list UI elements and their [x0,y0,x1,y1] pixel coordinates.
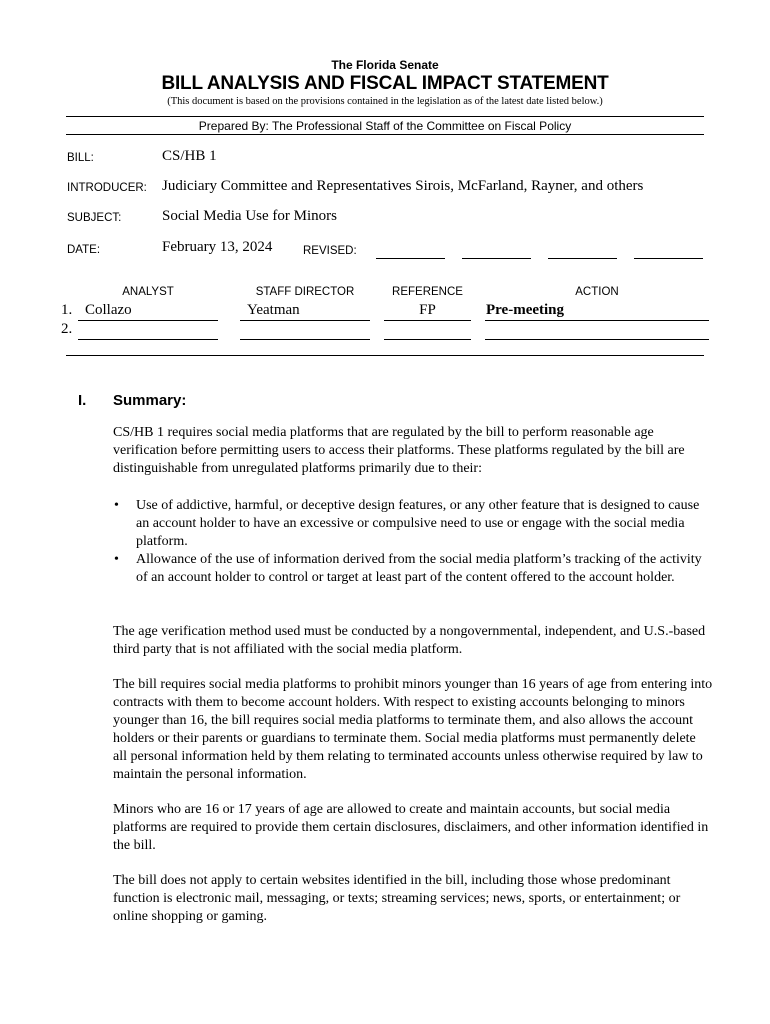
row2-reference-line [384,339,471,340]
subject-value: Social Media Use for Minors [162,208,337,224]
summary-paragraph-1: CS/HB 1 requires social media platforms that are regulated by the bill to perform reasonable age verification before permitting users to access their platforms. These platforms regulated by the bill are distinguishable from unregulated platforms primarily due to their: [113,425,685,476]
bill-label: BILL: [67,152,94,164]
bill-value: CS/HB 1 [162,148,217,164]
date-value: February 13, 2024 [162,239,273,255]
row1-action-line [485,320,709,321]
bullet-icon: • [114,552,119,567]
list-item: • Allowance of the use of information derived from the social media platform’s tracking of the activity of an account holder to control or target at least part of the content offered to the account holder. [114,552,702,585]
row2-action-line [485,339,709,340]
row-number: 1. [61,302,73,318]
revised-label: REVISED: [303,245,357,257]
summary-paragraph-5: The bill does not apply to certain websites identified in the bill, including those whose predominant function is electronic mail, messaging, or texts; streaming services; news, sports, or entertainment; or online shopping or gaming. [113,873,681,924]
divider-top [66,116,704,117]
document-note: (This document is based on the provisions contained in the legislation as of the latest date listed below.) [167,96,603,107]
introducer-label: INTRODUCER: [67,182,147,194]
document-title: BILL ANALYSIS AND FISCAL IMPACT STATEMENT [161,73,609,94]
row1-reference-line [384,320,471,321]
revised-line-3 [548,258,617,259]
list-item: • Use of addictive, harmful, or deceptive design features, or any other feature that is designed to cause an account holder to have an excessive or compulsive need to use or engage with the social media platform. [114,498,700,549]
divider-table-bottom [66,355,704,356]
revised-line-4 [634,258,703,259]
analyst-name: Collazo [85,302,132,318]
senate-name: The Florida Senate [331,58,439,72]
row2-analyst-line [78,339,218,340]
reference-code: FP [419,302,436,318]
bullet-icon: • [114,498,119,513]
revised-line-2 [462,258,531,259]
section-heading: Summary: [113,392,187,409]
revised-line-1 [376,258,445,259]
row1-director-line [240,320,370,321]
introducer-value: Judiciary Committee and Representatives Sirois, McFarland, Rayner, and others [162,178,644,194]
divider-prepared [66,134,704,135]
staff-director-name: Yeatman [247,302,300,318]
summary-paragraph-3: The bill requires social media platforms to prohibit minors younger than 16 years of age from entering into contracts with them to become account holders. With respect to existing accounts belonging to minors younger than 16, the bill requires social media platforms to terminate them, and also allows the account holders or their parents or guardians to terminate them. Social media platforms must permanently delete all personal information held by them relating to terminated accounts unless otherwise required by law to maintain the personal information. [113,677,713,782]
summary-paragraph-2: The age verification method used must be conducted by a nongovernmental, independent, and U.S.-based third party that is not affiliated with the social media platform. [113,624,706,657]
date-label: DATE: [67,244,101,256]
header-staff-director: STAFF DIRECTOR [255,286,355,298]
section-numeral: I. [78,392,87,409]
row-number: 2. [61,321,73,337]
summary-bullet-list [113,497,713,587]
header-action: ACTION [575,286,619,298]
subject-label: SUBJECT: [67,212,122,224]
row2-director-line [240,339,370,340]
row1-analyst-line [78,320,218,321]
header-analyst: ANALYST [122,286,174,298]
action-value: Pre-meeting [486,302,565,318]
summary-paragraph-4: Minors who are 16 or 17 years of age are allowed to create and maintain accounts, but social media platforms are required to provide them certain disclosures, disclaimers, and other information identified in the bill. [113,802,709,853]
header-reference: REFERENCE [392,286,463,298]
prepared-by: Prepared By: The Professional Staff of the Committee on Fiscal Policy [198,119,572,133]
